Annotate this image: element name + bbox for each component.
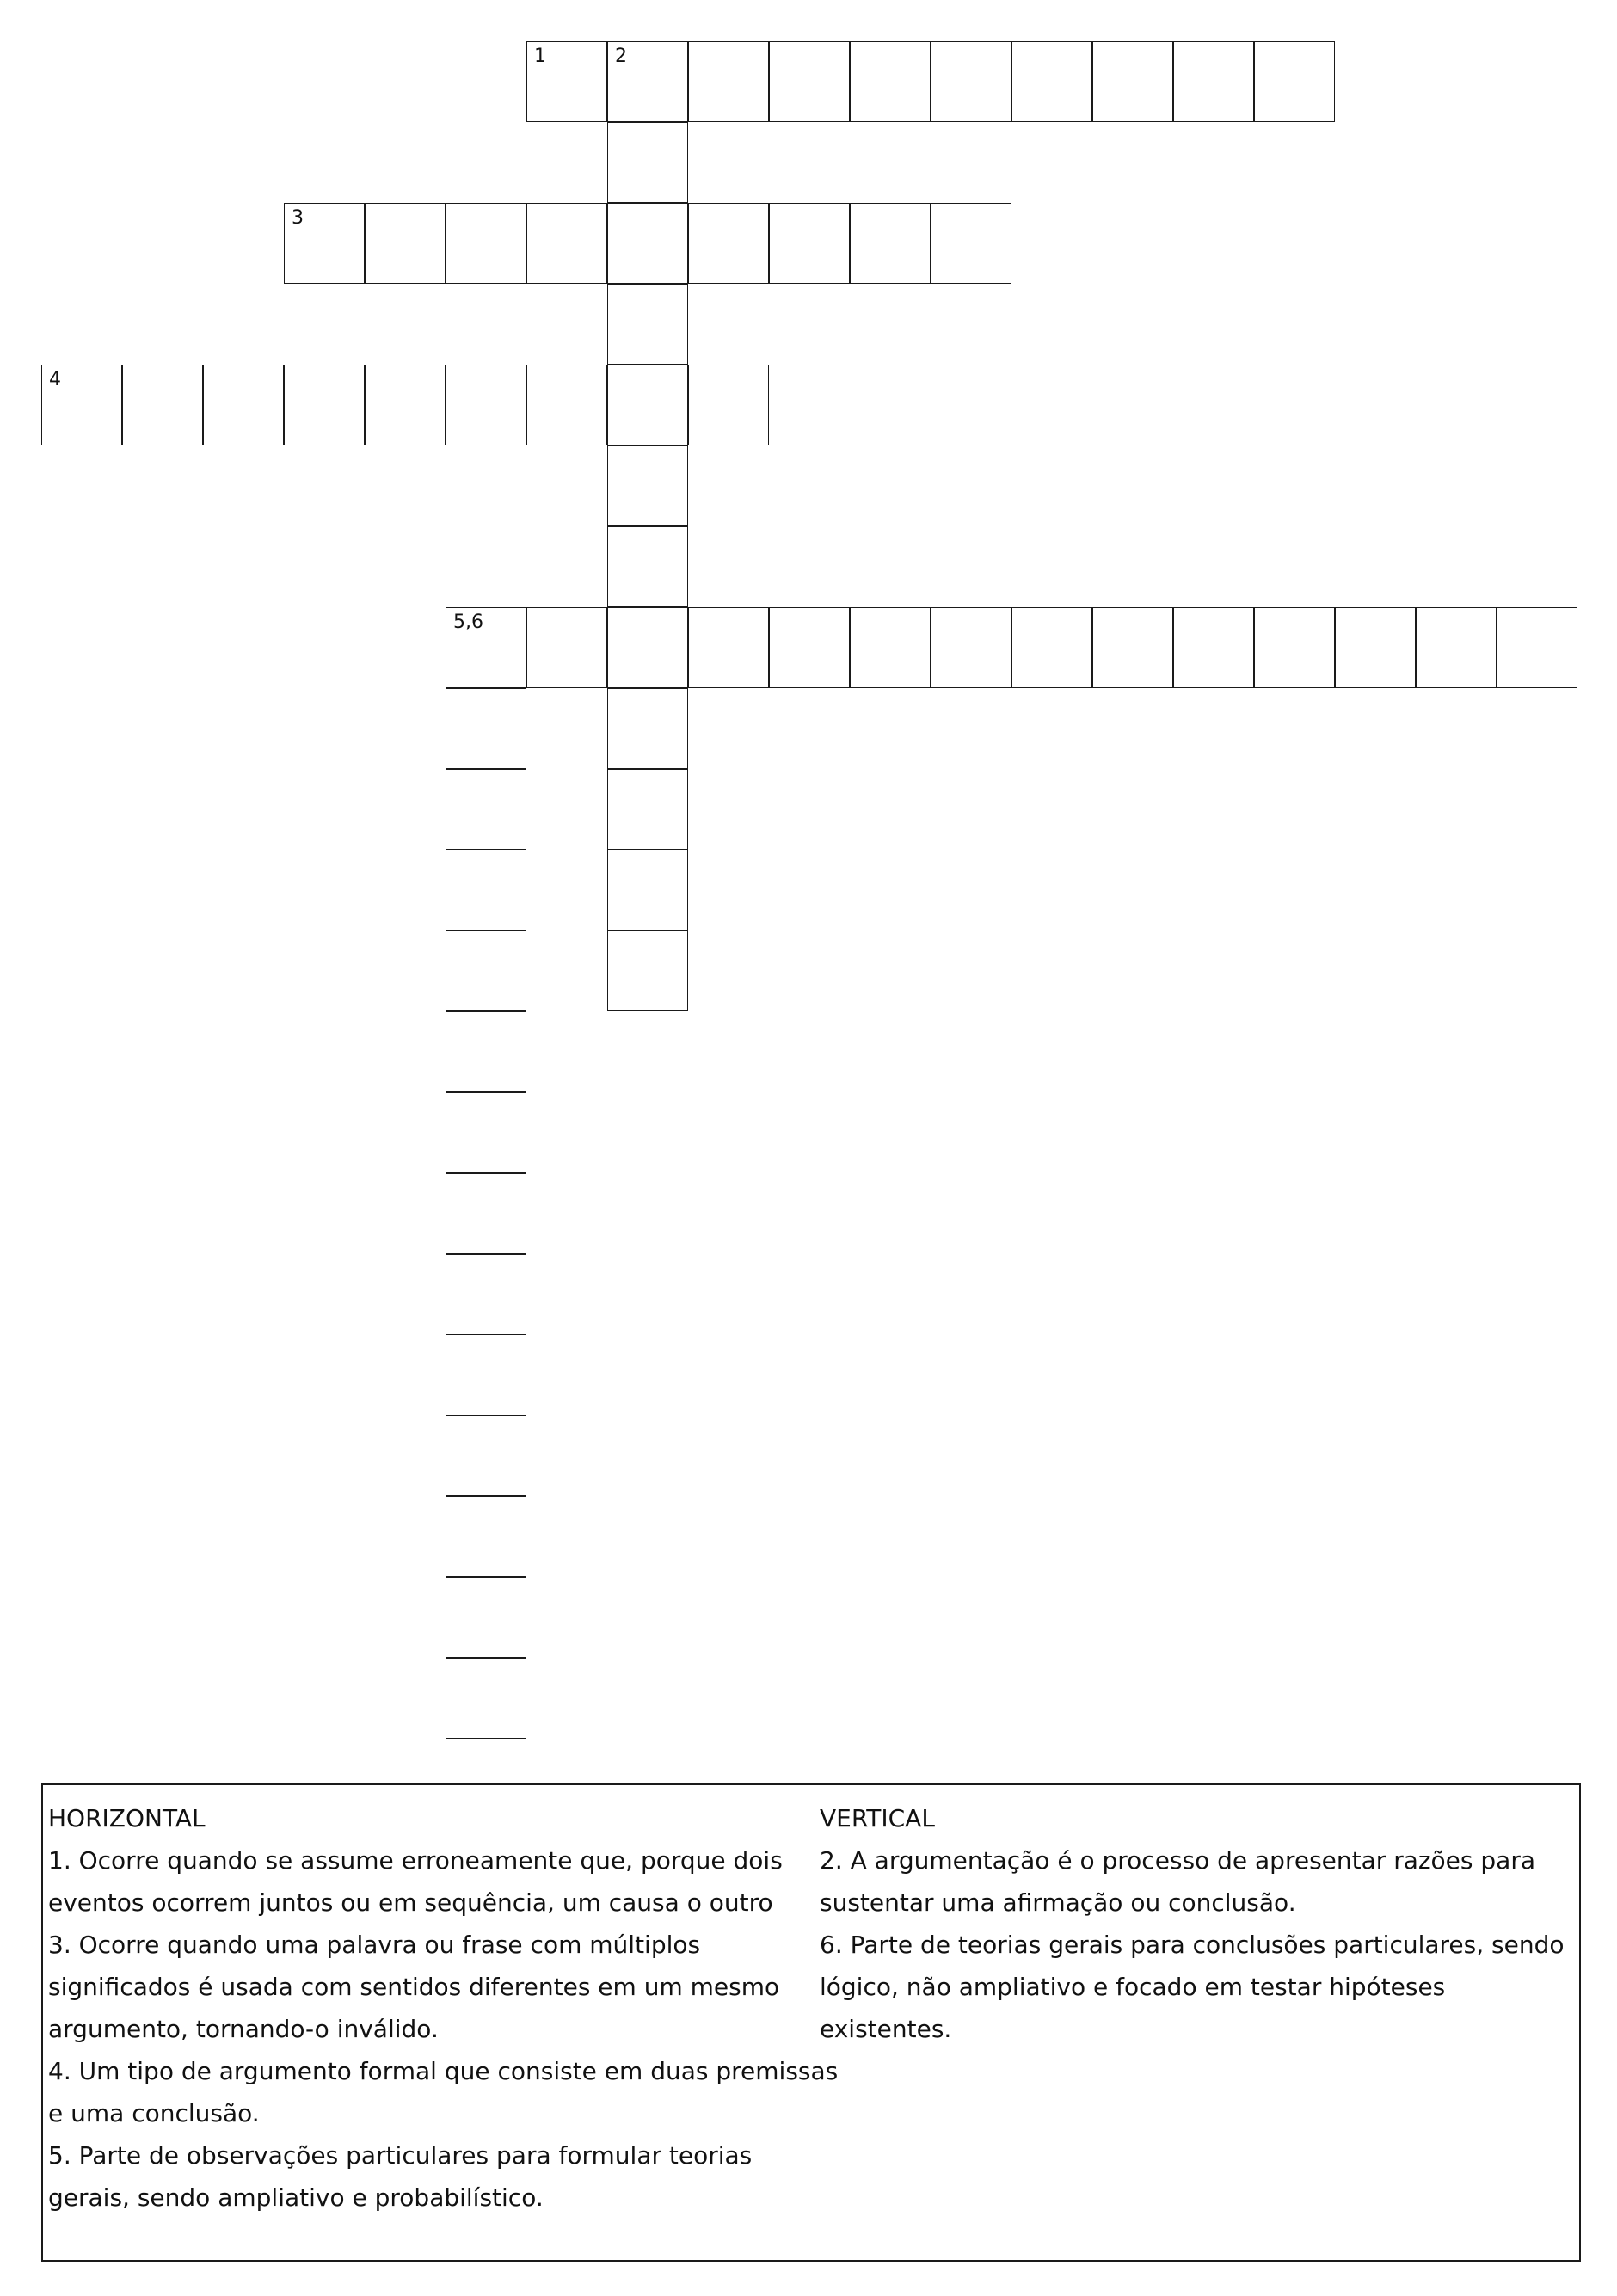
crossword-cell[interactable] <box>850 41 931 122</box>
crossword-cell[interactable] <box>931 607 1011 688</box>
crossword-cell[interactable] <box>607 607 688 688</box>
crossword-cell[interactable] <box>446 1254 526 1335</box>
clue-horizontal-1: 1. Ocorre quando se assume erroneamente que, porque dois eventos ocorrem juntos ou em sequência, um causa o outro <box>48 1846 783 1917</box>
crossword-cell[interactable] <box>688 365 769 445</box>
vertical-heading: VERTICAL <box>820 1804 935 1833</box>
crossword-cell[interactable] <box>607 930 688 1011</box>
crossword-cell[interactable] <box>446 1577 526 1658</box>
crossword-cell[interactable] <box>769 607 850 688</box>
clue-vertical-6: 6. Parte de teorias gerais para conclusões particulares, sendo lógico, não ampliativo e focado em testar hipóteses existentes. <box>820 1931 1565 2043</box>
horizontal-clues <box>48 1797 839 2219</box>
crossword-cell[interactable] <box>1011 607 1092 688</box>
crossword-cell[interactable] <box>526 203 607 284</box>
crossword-cell[interactable] <box>850 607 931 688</box>
crossword-cell[interactable] <box>931 203 1011 284</box>
crossword-cell[interactable] <box>688 607 769 688</box>
crossword-cell[interactable] <box>607 445 688 526</box>
crossword-cell[interactable] <box>1011 41 1092 122</box>
crossword-cell[interactable] <box>607 203 688 284</box>
crossword-cell[interactable] <box>526 607 607 688</box>
crossword-cell[interactable] <box>1254 41 1335 122</box>
crossword-cell[interactable] <box>284 203 365 284</box>
clue-horizontal-3: 3. Ocorre quando uma palavra ou frase com múltiplos significados é usada com sentidos diferentes em um mesmo argumento, tornando-o inválido. <box>48 1931 780 2043</box>
crossword-cell[interactable] <box>607 769 688 850</box>
crossword-cell[interactable] <box>769 41 850 122</box>
crossword-cell[interactable] <box>446 850 526 930</box>
crossword-cell[interactable] <box>446 1415 526 1496</box>
clue-horizontal-5: 5. Parte de observações particulares para formular teorias gerais, sendo ampliativo e probabilístico. <box>48 2141 753 2212</box>
cell-number-4: 4 <box>49 369 61 390</box>
crossword-cell[interactable] <box>526 41 607 122</box>
crossword-cell[interactable] <box>1173 41 1254 122</box>
crossword-cell[interactable] <box>203 365 284 445</box>
crossword-cell[interactable] <box>607 41 688 122</box>
crossword-cell[interactable] <box>446 1658 526 1739</box>
crossword-cell[interactable] <box>1173 607 1254 688</box>
crossword-cell[interactable] <box>607 526 688 607</box>
crossword-cell[interactable] <box>931 41 1011 122</box>
crossword-cell[interactable] <box>446 203 526 284</box>
clues-box <box>41 1783 1581 2262</box>
crossword-cell[interactable] <box>284 365 365 445</box>
crossword-cell[interactable] <box>1092 607 1173 688</box>
crossword-cell[interactable] <box>1497 607 1577 688</box>
crossword-cell[interactable] <box>1092 41 1173 122</box>
crossword-cell[interactable] <box>1254 607 1335 688</box>
crossword-cell[interactable] <box>769 203 850 284</box>
crossword-cell[interactable] <box>122 365 203 445</box>
crossword-cell[interactable] <box>446 1011 526 1092</box>
crossword-cell[interactable] <box>607 850 688 930</box>
crossword-cell[interactable] <box>446 1335 526 1415</box>
crossword-cell[interactable] <box>446 930 526 1011</box>
crossword-cell[interactable] <box>688 203 769 284</box>
crossword-cell[interactable] <box>1416 607 1497 688</box>
cell-number-1: 1 <box>534 46 546 67</box>
crossword-cell[interactable] <box>1335 607 1416 688</box>
crossword-cell[interactable] <box>688 41 769 122</box>
crossword-cell[interactable] <box>446 1173 526 1254</box>
cell-number-56: 5,6 <box>453 611 483 633</box>
vertical-clues <box>820 1797 1577 2050</box>
cell-number-3: 3 <box>292 207 304 229</box>
clue-vertical-2: 2. A argumentação é o processo de apresentar razões para sustentar uma afirmação ou conclusão. <box>820 1846 1536 1917</box>
crossword-cell[interactable] <box>607 284 688 365</box>
crossword-cell[interactable] <box>446 688 526 769</box>
crossword-cell[interactable] <box>41 365 122 445</box>
crossword-cell[interactable] <box>446 769 526 850</box>
crossword-cell[interactable] <box>446 1496 526 1577</box>
crossword-cell[interactable] <box>446 607 526 688</box>
horizontal-heading: HORIZONTAL <box>48 1804 206 1833</box>
crossword-cell[interactable] <box>365 365 446 445</box>
crossword-cell[interactable] <box>607 365 688 445</box>
crossword-cell[interactable] <box>526 365 607 445</box>
cell-number-2: 2 <box>615 46 627 67</box>
crossword-cell[interactable] <box>446 365 526 445</box>
crossword-cell[interactable] <box>365 203 446 284</box>
crossword-cell[interactable] <box>850 203 931 284</box>
crossword-cell[interactable] <box>607 122 688 203</box>
clue-horizontal-4: 4. Um tipo de argumento formal que consiste em duas premissas e uma conclusão. <box>48 2057 839 2127</box>
crossword-cell[interactable] <box>607 688 688 769</box>
crossword-cell[interactable] <box>446 1092 526 1173</box>
